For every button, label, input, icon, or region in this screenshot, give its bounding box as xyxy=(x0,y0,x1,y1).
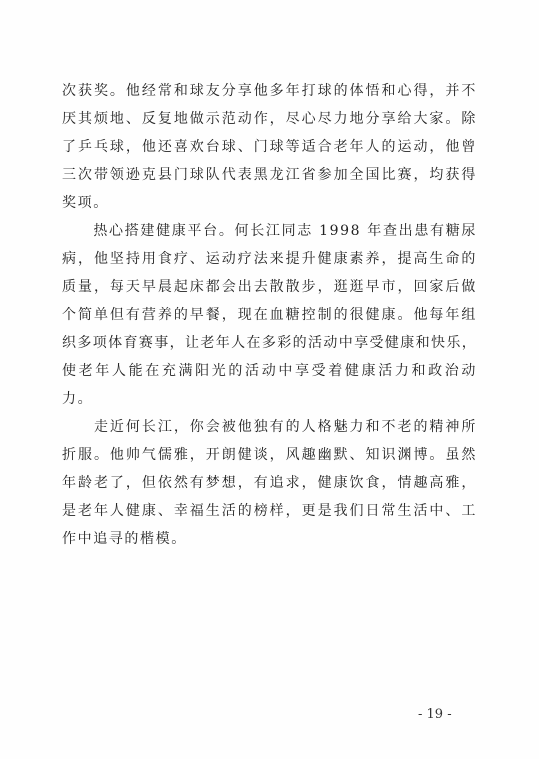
text-line: 走近何长江，你会被他独有的人格魅力和不老的精神所 xyxy=(62,419,477,435)
text-line: 个简单但有营养的早餐，现在血糖控制的很健康。他每年组 xyxy=(62,307,477,323)
paragraph xyxy=(62,217,477,413)
text-line: 病，他坚持用食疗、运动疗法来提升健康素养，提高生命的 xyxy=(62,251,477,267)
text-line: 年龄老了，但依然有梦想，有追求，健康饮食，情趣高雅， xyxy=(62,475,477,491)
text-line: 使老年人能在充满阳光的活动中享受着健康活力和政治动 xyxy=(62,363,477,379)
text-line: 奖项。 xyxy=(62,195,109,211)
text-line: 织多项体育赛事，让老年人在多彩的活动中享受健康和快乐， xyxy=(62,335,477,351)
text-line: 了乒乓球，他还喜欢台球、门球等适合老年人的运动，他曾 xyxy=(62,139,477,155)
text-line: 作中追寻的楷模。 xyxy=(62,531,187,547)
body-text xyxy=(62,77,477,553)
text-line: 三次带领逊克县门球队代表黑龙江省参加全国比赛，均获得 xyxy=(62,167,477,183)
paragraph xyxy=(62,413,477,553)
text-line: 次获奖。他经常和球友分享他多年打球的体悟和心得，并不 xyxy=(62,83,477,99)
text-line: 厌其烦地、反复地做示范动作，尽心尽力地分享给大家。除 xyxy=(62,111,477,127)
text-line: 热心搭建健康平台。何长江同志 1998 年查出患有糖尿 xyxy=(62,223,477,239)
text-line: 折服。他帅气儒雅，开朗健谈，风趣幽默、知识渊博。虽然 xyxy=(62,447,477,463)
text-line: 质量，每天早晨起床都会出去散散步，逛逛早市，回家后做 xyxy=(62,279,477,295)
page-number: - 19 - xyxy=(418,707,452,722)
text-line: 是老年人健康、幸福生活的榜样，更是我们日常生活中、工 xyxy=(62,503,477,519)
paragraph xyxy=(62,77,477,217)
text-line: 力。 xyxy=(62,391,94,407)
